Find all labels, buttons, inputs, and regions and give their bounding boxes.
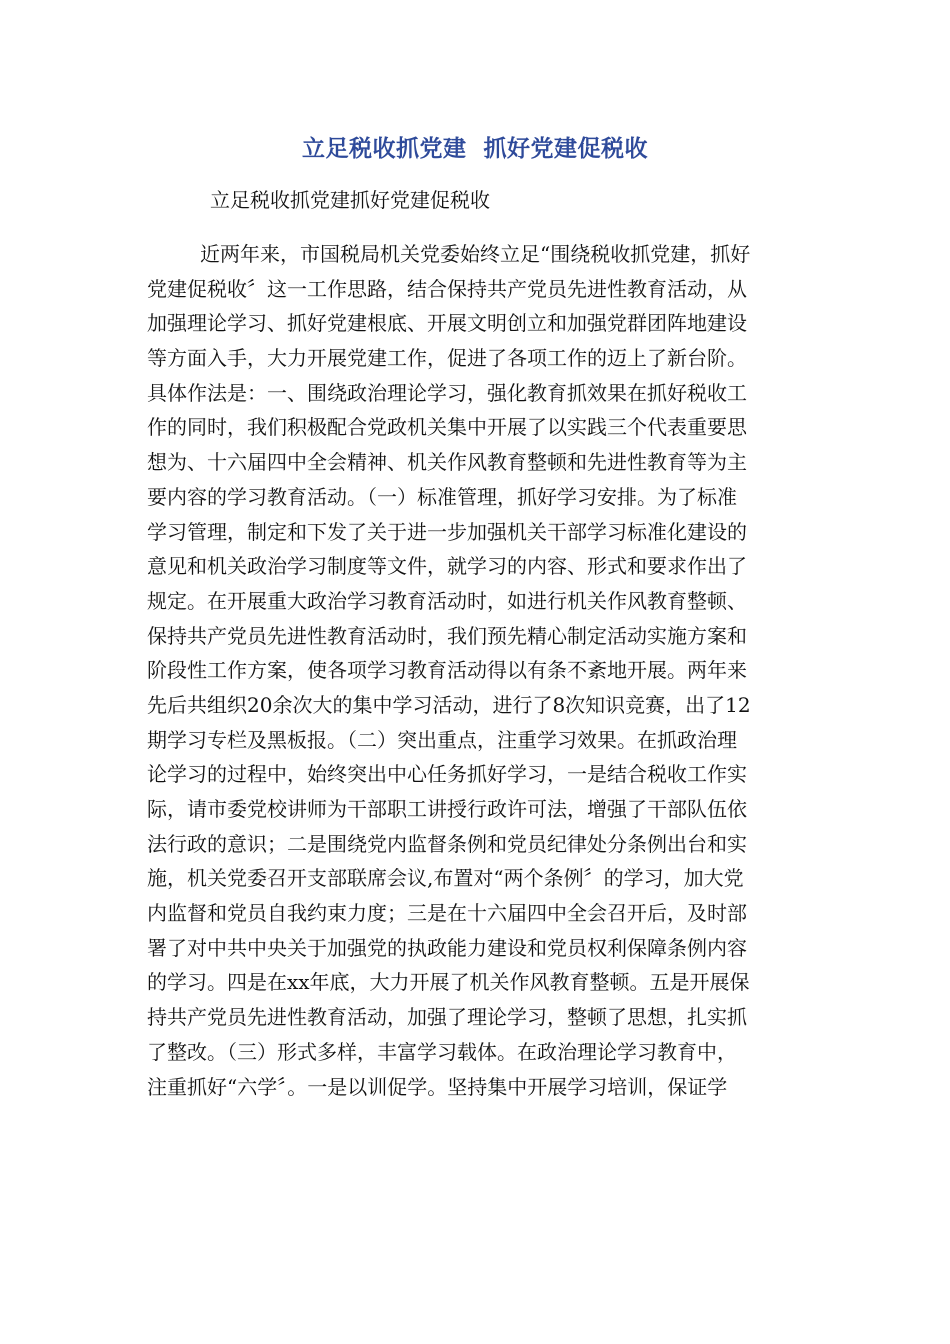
body-line: 施，机关党委召开支部联席会议,布置对“两个条例〞的学习，加大党 xyxy=(147,866,744,891)
document-subtitle: 立足税收抓党建抓好党建促税收 xyxy=(210,188,490,212)
body-line: 意见和机关政治学习制度等文件，就学习的内容、形式和要求作出了 xyxy=(147,554,747,579)
body-line: 近两年来，市国税局机关党委始终立足“围绕税收抓党建，抓好 xyxy=(200,242,751,266)
body-line: 阶段性工作方案，使各项学习教育活动得以有条不紊地开展。两年来 xyxy=(147,658,747,683)
document-title: 立足税收抓党建 抓好党建促税收 xyxy=(301,136,648,162)
body-line: 保持共产党员先进性教育活动时，我们预先精心制定活动实施方案和 xyxy=(147,623,747,648)
body-line: 际，请市委党校讲师为干部职工讲授行政许可法，增强了干部队伍依 xyxy=(147,797,747,821)
body-line: 先后共组织20余次大的集中学习活动，进行了8次知识竞赛，出了12 xyxy=(147,692,751,717)
body-line: 法行政的意识；二是围绕党内监督条例和党员纪律处分条例出台和实 xyxy=(147,831,747,856)
body-line: 党建促税收〞这一工作思路，结合保持共产党员先进性教育活动，从 xyxy=(147,276,747,301)
body-line: 学习管理，制定和下发了关于进一步加强机关干部学习标准化建设的 xyxy=(147,519,747,544)
body-line: 注重抓好“六学〞。一是以训促学。坚持集中开展学习培训，保证学 xyxy=(147,1074,728,1099)
body-line: 署了对中共中央关于加强党的执政能力建设和党员权利保障条例内容 xyxy=(147,935,747,960)
body-line: 等方面入手，大力开展党建工作，促进了各项工作的迈上了新台阶。 xyxy=(147,346,747,371)
body-line: 要内容的学习教育活动。（一）标准管理，抓好学习安排。为了标准 xyxy=(147,484,737,509)
body-line: 内监督和党员自我约束力度；三是在十六届四中全会召开后，及时部 xyxy=(147,901,747,926)
body-line: 的学习。四是在xx年底，大力开展了机关作风教育整顿。五是开展保 xyxy=(147,970,750,995)
body-line: 持共产党员先进性教育活动，加强了理论学习，整顿了思想，扎实抓 xyxy=(147,1005,747,1030)
body-line: 了整改。（三）形式多样，丰富学习载体。在政治理论学习教育中， xyxy=(147,1039,737,1064)
body-line: 期学习专栏及黑板报。（二）突出重点，注重学习效果。在抓政治理 xyxy=(147,727,737,752)
document-body xyxy=(147,237,807,1104)
body-line: 论学习的过程中，始终突出中心任务抓好学习，一是结合税收工作实 xyxy=(147,762,747,787)
body-line: 具体作法是：一、围绕政治理论学习，强化教育抓效果在抓好税收工 xyxy=(147,380,747,405)
body-line: 规定。在开展重大政治学习教育活动时，如进行机关作风教育整顿、 xyxy=(147,588,747,613)
body-line: 想为、十六届四中全会精神、机关作风教育整顿和先进性教育等为主 xyxy=(147,450,747,475)
body-line: 作的同时，我们积极配合党政机关集中开展了以实践三个代表重要思 xyxy=(147,415,747,440)
body-line: 加强理论学习、抓好党建根底、开展文明创立和加强党群团阵地建设 xyxy=(147,311,747,336)
